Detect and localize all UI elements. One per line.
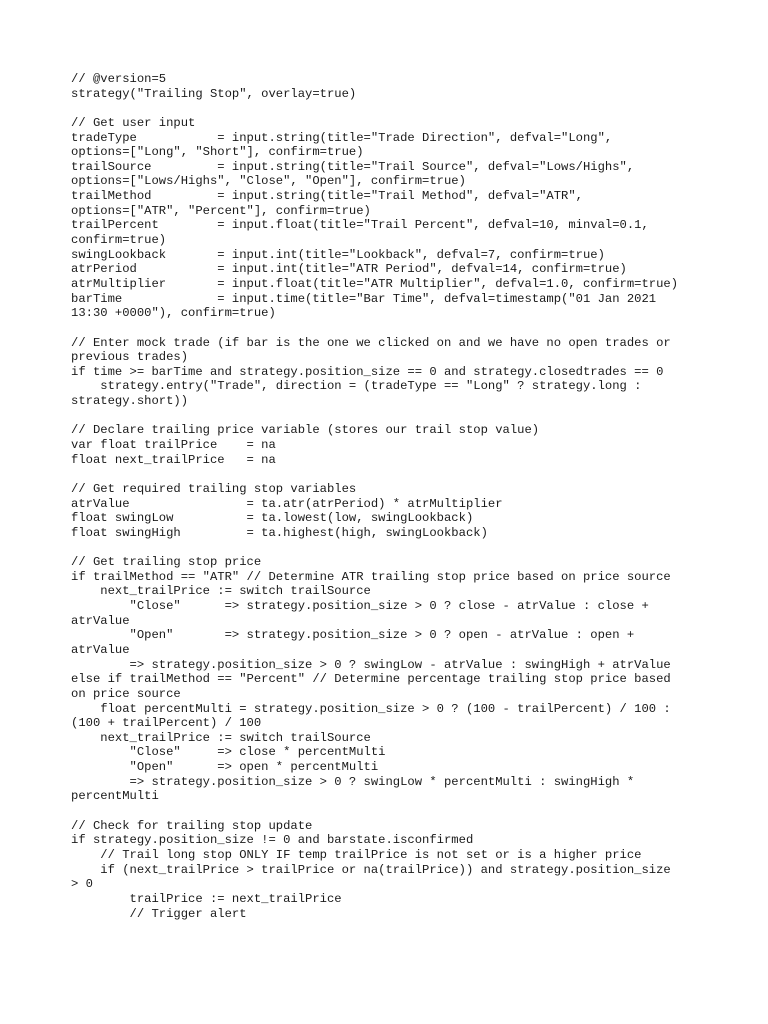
code-line: "Open" => strategy.position_size > 0 ? open - atrValue : open + [71, 628, 635, 643]
code-line: (100 + trailPercent) / 100 [71, 716, 262, 731]
code-line: swingLookback = input.int(title="Lookback", defval=7, confirm=true) [71, 247, 605, 262]
code-line: // Check for trailing stop update [71, 818, 313, 833]
code-line: tradeType = input.string(title="Trade Direction", defval="Long", [71, 130, 613, 145]
code-line: if strategy.position_size != 0 and barstate.isconfirmed [71, 833, 474, 848]
code-line: trailPrice := next_trailPrice [71, 891, 342, 906]
code-line: on price source [71, 686, 181, 701]
code-line: options=["Long", "Short"], confirm=true) [71, 145, 364, 160]
code-line: if (next_trailPrice > trailPrice or na(trailPrice)) and strategy.position_size [71, 862, 671, 877]
code-line: options=["ATR", "Percent"], confirm=true) [71, 203, 371, 218]
code-line: // Declare trailing price variable (stores our trail stop value) [71, 423, 540, 438]
code-line: if time >= barTime and strategy.position_size == 0 and strategy.closedtrades == 0 [71, 364, 664, 379]
code-line: // Enter mock trade (if bar is the one we clicked on and we have no open trades or [71, 335, 671, 350]
code-line [71, 541, 701, 556]
code-line: 13:30 +0000"), confirm=true) [71, 306, 276, 321]
code-line: // Trail long stop ONLY IF temp trailPrice is not set or is a higher price [71, 847, 642, 862]
code-line: atrPeriod = input.int(title="ATR Period", defval=14, confirm=true) [71, 262, 627, 277]
code-line: atrValue [71, 642, 130, 657]
code-line: else if trailMethod == "Percent" // Determine percentage trailing stop price based [71, 672, 671, 687]
code-line: "Close" => close * percentMulti [71, 745, 386, 760]
code-line: float percentMulti = strategy.position_size > 0 ? (100 - trailPercent) / 100 : [71, 701, 671, 716]
code-line [71, 409, 701, 424]
code-line: trailSource = input.string(title="Trail Source", defval="Lows/Highs", [71, 159, 635, 174]
code-line: trailMethod = input.string(title="Trail Method", defval="ATR", [71, 189, 583, 204]
code-listing [71, 72, 701, 921]
code-line [71, 804, 701, 819]
code-line: float swingLow = ta.lowest(low, swingLookback) [71, 511, 474, 526]
code-line: "Open" => open * percentMulti [71, 760, 379, 775]
code-line: float next_trailPrice = na [71, 452, 276, 467]
code-line: // Get required trailing stop variables [71, 481, 357, 496]
code-line: percentMulti [71, 789, 159, 804]
code-line: var float trailPrice = na [71, 438, 276, 453]
code-line: // @version=5 [71, 72, 167, 86]
code-line: confirm=true) [71, 233, 167, 248]
code-line [71, 101, 701, 116]
code-line: atrMultiplier = input.float(title="ATR Multiplier", defval=1.0, confirm=true) [71, 276, 679, 291]
code-line [71, 321, 701, 336]
code-line: => strategy.position_size > 0 ? swingLow - atrValue : swingHigh + atrValue [71, 657, 671, 672]
code-line: // Trigger alert [71, 906, 247, 921]
code-line: previous trades) [71, 350, 189, 365]
code-line: barTime = input.time(title="Bar Time", defval=timestamp("01 Jan 2021 [71, 291, 657, 306]
code-line: next_trailPrice := switch trailSource [71, 730, 371, 745]
code-line: atrValue = ta.atr(atrPeriod) * atrMultiplier [71, 496, 503, 511]
code-line: // Get user input [71, 115, 196, 130]
code-line: => strategy.position_size > 0 ? swingLow * percentMulti : swingHigh * [71, 774, 635, 789]
code-line: // Get trailing stop price [71, 555, 262, 570]
code-line: trailPercent = input.float(title="Trail Percent", defval=10, minval=0.1, [71, 218, 649, 233]
code-line: "Close" => strategy.position_size > 0 ? close - atrValue : close + [71, 599, 649, 614]
code-line: strategy.short)) [71, 394, 189, 409]
code-line: options=["Lows/Highs", "Close", "Open"], confirm=true) [71, 174, 466, 189]
code-line: if trailMethod == "ATR" // Determine ATR trailing stop price based on price source [71, 569, 671, 584]
code-line: atrValue [71, 613, 130, 628]
code-line [71, 467, 701, 482]
code-line: > 0 [71, 877, 93, 892]
code-line: next_trailPrice := switch trailSource [71, 584, 371, 599]
code-line: float swingHigh = ta.highest(high, swingLookback) [71, 525, 488, 540]
code-line: strategy.entry("Trade", direction = (tradeType == "Long" ? strategy.long : [71, 379, 642, 394]
code-line: strategy("Trailing Stop", overlay=true) [71, 86, 357, 101]
